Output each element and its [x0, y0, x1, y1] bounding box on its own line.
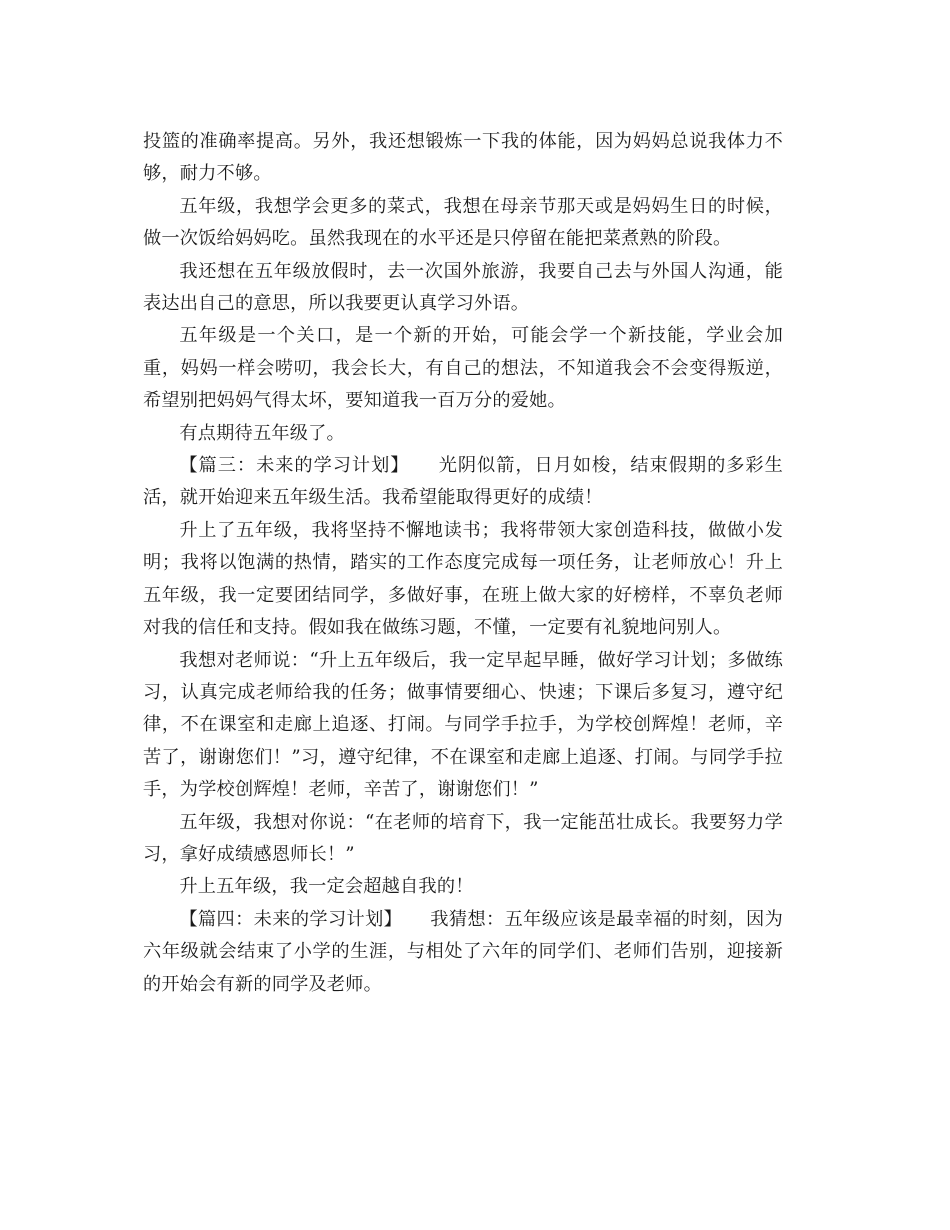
paragraph: 五年级是一个关口，是一个新的开始，可能会学一个新技能，学业会加重，妈妈一样会唠叨，我会长大，有自己的想法，不知道我会不会变得叛逆，希望别把妈妈气得太坏，要知道我一百万分的爱她。: [143, 325, 783, 412]
paragraph: 五年级，我想学会更多的菜式，我想在母亲节那天或是妈妈生日的时候，做一次饭给妈妈吃。虽然我现在的水平还是只停留在能把菜煮熟的阶段。: [143, 195, 783, 250]
section-heading-paragraph: 【篇四：未来的学习计划】 我猜想：五年级应该是最幸福的时刻，因为六年级就会结束了小学的生涯，与相处了六年的同学们、老师们告别，迎接新的开始会有新的同学及老师。: [143, 908, 783, 995]
section-heading-paragraph: 【篇三：未来的学习计划】 光阴似箭，日月如梭，结束假期的多彩生活，就开始迎来五年级生活。我希望能取得更好的成绩！: [143, 455, 783, 509]
paragraph: 投篮的准确率提高。另外，我还想锻炼一下我的体能，因为妈妈总说我体力不够，耐力不够。: [143, 131, 783, 185]
paragraph: 我想对老师说：“升上五年级后，我一定早起早睡，做好学习计划；多做练习，认真完成老师给我的任务；做事情要细心、快速；下课后多复习，遵守纪律，不在课室和走廊上追逐、打闹。与同学手拉手，为学校创辉煌！老师，辛苦了，谢谢您们！”习，遵守纪律，不在课室和走廊上追逐、打闹。与同学手拉手，为学校创辉煌！老师，辛苦了，谢谢您们！”: [143, 649, 783, 801]
document-body: [143, 126, 783, 1001]
paragraph: 升上五年级，我一定会超越自我的！: [179, 876, 474, 898]
paragraph: 我还想在五年级放假时，去一次国外旅游，我要自己去与外国人沟通，能表达出自己的意思，所以我要更认真学习外语。: [143, 260, 783, 315]
paragraph: 有点期待五年级了。: [179, 422, 345, 444]
paragraph: 升上了五年级，我将坚持不懈地读书；我将带领大家创造科技，做做小发明；我将以饱满的热情，踏实的工作态度完成每一项任务，让老师放心！升上五年级，我一定要团结同学，多做好事，在班上做大家的好榜样，不辜负老师对我的信任和支持。假如我在做练习题，不懂，一定要有礼貌地问别人。: [143, 519, 783, 639]
paragraph: 五年级，我想对你说：“在老师的培育下，我一定能茁壮成长。我要努力学习，拿好成绩感恩师长！”: [143, 811, 783, 865]
